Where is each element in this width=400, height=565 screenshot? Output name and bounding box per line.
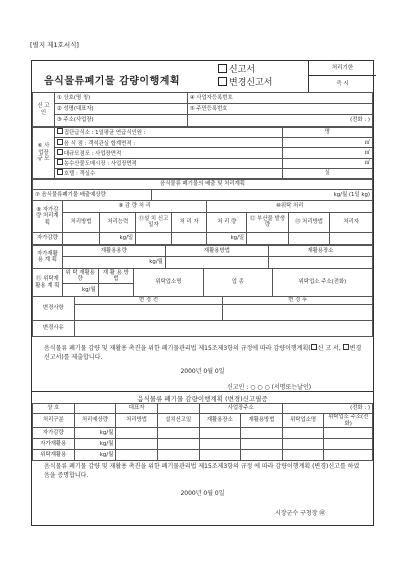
annex-label: [별지 제1호서식] [30, 41, 79, 49]
cell-recycle-place[interactable] [268, 257, 372, 269]
cert-table [32, 403, 373, 461]
table-cell[interactable] [116, 450, 158, 461]
cert-rep-label: 대표자 [116, 404, 158, 414]
field-name[interactable]: ① 상호(명 칭) [54, 93, 187, 104]
cert-date: 2000년 0월 0일 [180, 490, 225, 497]
checkbox-report[interactable] [218, 64, 227, 73]
consign-header: ⑩위탁 처리 [207, 201, 373, 213]
table-cell[interactable] [199, 450, 241, 461]
scale-unit: 실 [282, 168, 372, 178]
cell-handler[interactable] [330, 232, 373, 244]
change-reason-cell[interactable] [74, 321, 372, 337]
scale-label: ⑥ 사업장 규 모 [33, 128, 55, 179]
decl-change-checkbox[interactable] [343, 344, 349, 350]
change-after-cell[interactable] [223, 305, 373, 321]
cell-recycle-amount[interactable]: kg/월 [62, 257, 165, 269]
change-before-cell[interactable] [74, 305, 223, 321]
col-method: 처리방법 [62, 213, 100, 232]
table-cell[interactable] [199, 439, 241, 450]
cert-name-cell[interactable] [74, 404, 116, 414]
decl-report-checkbox[interactable] [311, 344, 317, 350]
applicant-table [32, 92, 373, 127]
cert-issuer: 시장군수 구청장 ㊞ [275, 510, 326, 517]
table-cell[interactable] [324, 428, 373, 439]
table-cell[interactable] [282, 439, 324, 450]
declaration-text: 음식물류 폐기물 감량 및 재활용 촉진을 위한 폐기물관리법 제15조제3항의 규정에 따라 감량이행계획( 신 고 서, 변경신고서)를 제출합니다. [44, 345, 362, 361]
col-install-date: ⑪설 치 신고일자 [136, 213, 172, 232]
discharge-header: 음식물류 폐기물의 배출 및 처리계획 [33, 180, 373, 190]
scale-row[interactable]: 집단급식소 : 1일평균 연급식인원 : [54, 128, 282, 138]
expected-label: ⑦ 음식물류폐기물 배출예상량 [33, 190, 152, 201]
scale-row[interactable]: 대규모점포 : 사업장면적 [54, 148, 282, 158]
table-cell[interactable] [116, 439, 158, 450]
cert-col: 재활용방법 [241, 414, 283, 428]
change-before-label: 변 경 전 [74, 297, 223, 305]
cell-method[interactable] [62, 232, 100, 244]
cert-row-label: 위탁재활용 [33, 450, 75, 461]
table-cell[interactable] [282, 428, 324, 439]
signer-line: 신고인 : ○ ○ ○ (서명또는날인) [227, 384, 312, 391]
cert-col: 처리방법 [116, 414, 158, 428]
col-byproduct-method: ⑬ 처리방법 [288, 213, 330, 232]
cell-consign-amount[interactable]: kg/월 [62, 284, 98, 297]
cert-row-label: 자가감량 [33, 428, 75, 439]
col-consign-amount: 위 탁 재활용량 [62, 269, 98, 284]
col-consign-address: 위탁업소 주소(전화) [272, 269, 372, 297]
cell-processor[interactable] [171, 232, 207, 244]
cert-rep-cell[interactable] [157, 404, 199, 414]
cert-col: 재활용장소 [199, 414, 241, 428]
change-items-label: 변경사항 [33, 297, 75, 321]
cert-text: 음식물류 폐기물 감량 및 재활용 촉진을 위한 폐기물관리법 제15조제3항의 규정 에 따라 감량이행계획 (변경)신고를 하였음을 증명합니다. [44, 463, 360, 479]
reduction-row-label: 자가감량 [33, 232, 63, 244]
cert-name-label: 상 호 [33, 404, 75, 414]
table-cell[interactable] [324, 439, 373, 450]
period-value: 즉 시 [336, 81, 349, 87]
cell-byproduct[interactable] [247, 232, 289, 244]
kind-report[interactable]: 신고서 [218, 64, 272, 77]
field-phone[interactable]: (전화 : ) [187, 114, 372, 126]
table-cell[interactable] [241, 428, 283, 439]
period-label: 처리기한 [309, 61, 376, 76]
cell-capacity[interactable]: kg/일 [100, 232, 136, 244]
scale-table [32, 127, 373, 179]
col-consign-method: 재 활 용 방 법 [98, 269, 134, 284]
col-recycle-method: 재활용방법 [165, 246, 268, 257]
cell-amount[interactable]: kg/일 [207, 232, 247, 244]
declaration-date: 2000년 0월 0일 [180, 368, 225, 375]
expected-unit[interactable]: kg/월 (1일 kg) [151, 190, 372, 201]
col-handler: 처리자 [330, 213, 373, 232]
change-table [32, 296, 373, 337]
kind-change[interactable]: 변경신고서 [218, 77, 272, 90]
col-processor: 처 리 자 [171, 213, 207, 232]
form-header [32, 61, 373, 93]
cert-row-amount[interactable]: kg/월 [74, 450, 116, 461]
change-reason-label: 변경사유 [33, 321, 75, 337]
cert-divider [32, 391, 373, 392]
form-kind [218, 64, 272, 90]
cell-recycle-method[interactable] [165, 257, 268, 269]
col-amount: 처 리 량 [207, 213, 247, 232]
applicant-label: 신 고 인 [33, 93, 55, 127]
col-capacity: 처리능력 [100, 213, 136, 232]
field-rep[interactable]: ② 성명(대표자) [54, 103, 187, 114]
field-address[interactable]: ③ 주소(사업장) [54, 114, 187, 126]
cert-col: 처리구분 [33, 414, 75, 428]
cert-row-amount[interactable]: kg/월 [74, 428, 116, 439]
cert-col: 설치신고일 [157, 414, 199, 428]
self-recycle-table [32, 245, 373, 269]
change-after-label: 변 경 후 [223, 297, 373, 305]
cell-byproduct-method[interactable] [288, 232, 330, 244]
table-cell[interactable] [282, 450, 324, 461]
cert-addr-label: 사업장주소 [199, 404, 282, 414]
discharge-table [32, 179, 373, 201]
self-recycle-label: 자가재활용 계 획 [33, 246, 63, 269]
cert-col: 처리예상량 [74, 414, 116, 428]
cert-row-amount[interactable]: kg/월 [74, 439, 116, 450]
scale-unit: ㎡ [282, 148, 372, 158]
scale-unit: 명 [282, 128, 372, 138]
scale-unit: ㎡ [282, 138, 372, 148]
processing-period [308, 61, 376, 92]
form-title: 음식물류폐기물 감량이행계획 [44, 76, 181, 87]
table-cell[interactable] [157, 439, 199, 450]
cert-col: 위탁업소명 [282, 414, 324, 428]
scale-row[interactable]: 음 식 점 : 객석관실 합계면적 : [54, 138, 282, 148]
cert-col: 위탁업소 주소(전화) [324, 414, 373, 428]
reduction-side-label: ⑧ 자가감량 처리계획 [33, 201, 63, 233]
table-cell[interactable] [241, 450, 283, 461]
field-bizno[interactable]: ④ 사업자등록번호 [187, 93, 372, 104]
cell-install-date[interactable] [136, 232, 172, 244]
col-consign-industry: 업 종 [203, 269, 272, 297]
col-recycle-amount: 재활용용량 [62, 246, 165, 257]
consign-recycle-table [32, 268, 373, 297]
reduction-table [32, 200, 373, 245]
scale-unit: ㎡ [282, 158, 372, 168]
plan-form [31, 60, 374, 526]
cell-consign-method[interactable] [98, 284, 134, 297]
table-cell[interactable] [157, 450, 199, 461]
cert-title: 음식물류 폐기물 감량이행계획 (변경)신고필증 [137, 395, 268, 403]
field-resid[interactable]: ⑤ 주민등록번호 [187, 103, 372, 114]
col-recycle-place: 재활용장소 [268, 246, 372, 257]
cert-row-label: 자가재활용 [33, 439, 75, 450]
consign-recycle-label: ⑮ 위탁재활용 계 획 [33, 269, 63, 297]
table-cell[interactable] [241, 439, 283, 450]
table-cell[interactable] [157, 428, 199, 439]
checkbox-change[interactable] [218, 77, 227, 86]
table-cell[interactable] [324, 450, 373, 461]
scale-row[interactable]: 호텔 : 객실수 [54, 168, 282, 178]
table-cell[interactable] [199, 428, 241, 439]
table-cell[interactable] [116, 428, 158, 439]
scale-row[interactable]: 농수산물도매시장 : 사업장면적 [54, 158, 282, 168]
cert-phone[interactable]: (전화 : ) [282, 404, 372, 414]
col-byproduct: ⑫ 부산물 발생량 [247, 213, 289, 232]
col-consign-company: 위탁업소명 [134, 269, 203, 297]
reduction-header: ⑨ 감 량 처 리 [62, 201, 207, 213]
